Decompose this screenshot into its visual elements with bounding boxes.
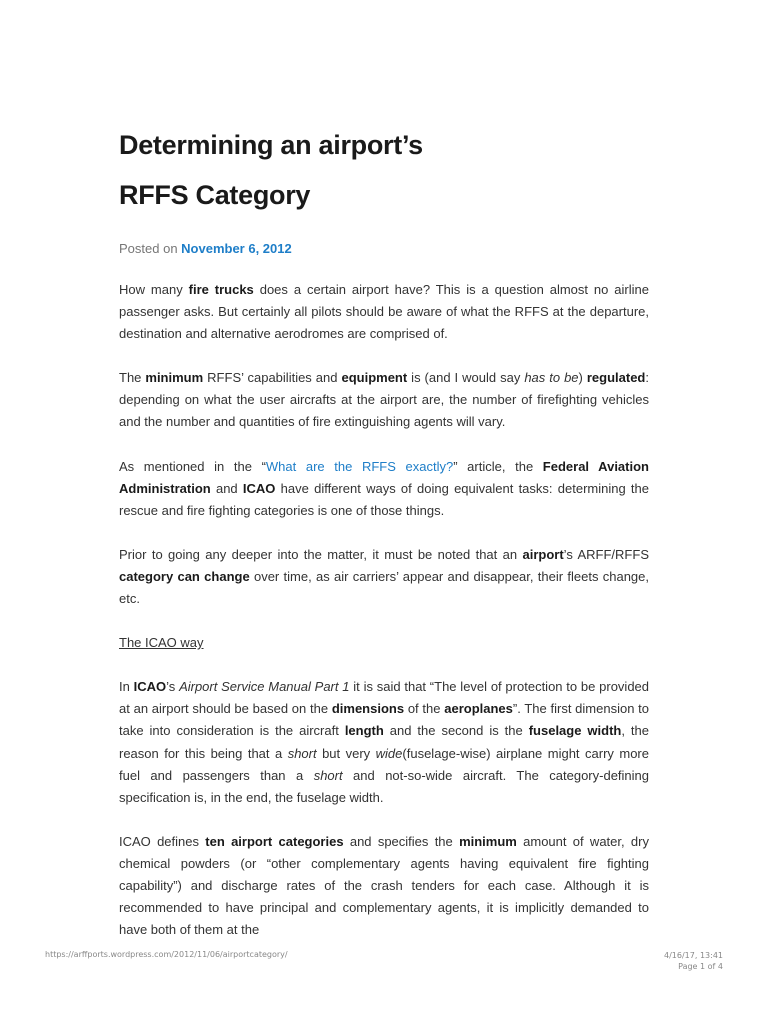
footer-meta [664, 950, 723, 972]
page-title: Determining an airport’s RFFS Category [119, 130, 423, 210]
paragraph-3: As mentioned in the “What are the RFFS exactly?” article, the Federal Aviation Administration and ICAO have different ways of doing equivalent tasks: determining the rescue and fire fighting categories is one of those things. [119, 458, 650, 518]
paragraph-1: How many fire trucks does a certain airport have? This is a question almost no airline passenger asks. But certainly all pilots should be aware of what the RFFS at the departure, destination and alternative aerodromes are comprised of. [119, 282, 649, 342]
rffs-article-link[interactable]: What are the RFFS exactly? [265, 458, 454, 474]
paragraph-5: In ICAO’s Airport Service Manual Part 1 it is said that “The level of protection to be provided at an airport should be based on the dimensions of the aeroplanes”. The first dimension to take into consideration is the aircraft length and the second is the fuselage width, the reason for this being that a short but very wide(fuselage-wise) airplane might carry more fuel and passengers than a short and not-so-wide aircraft. The category-defining specification is, in the end, the fuselage width. [119, 679, 650, 805]
post-date-link[interactable]: November 6, 2012 [181, 241, 292, 256]
paragraph-4: Prior to going any deeper into the matter, it must be noted that an airport’s ARFF/RFFS category can change over time, as air carriers’ appear and disappear, their fleets change, etc. [119, 546, 649, 607]
article-body [119, 279, 649, 941]
article [119, 120, 649, 963]
post-meta: Posted on November 6, 2012 [119, 241, 292, 256]
footer-datetime: 4/16/17, 13:41 [664, 951, 723, 960]
paragraph-6: ICAO defines ten airport categories and specifies the minimum amount of water, dry chemical powders (or “other complementary agents having equivalent fire fighting capability”) and discharge rates of the crash tenders for each case. Although it is recommended to have principal and complementary agents, it is implicitly demanded to have both of them at the [119, 833, 649, 938]
paragraph-2: The minimum RFFS’ capabilities and equipment is (and I would say has to be) regulated: depending on what the user aircrafts at the airport are, the number of firefighting vehicles and the number and quantities of fire extinguishing agents will vary. [119, 370, 649, 430]
footer-url: https://arffports.wordpress.com/2012/11/06/airportcategory/ [45, 950, 288, 959]
footer-page-number: Page 1 of 4 [678, 962, 723, 971]
section-heading: The ICAO way [119, 635, 204, 651]
